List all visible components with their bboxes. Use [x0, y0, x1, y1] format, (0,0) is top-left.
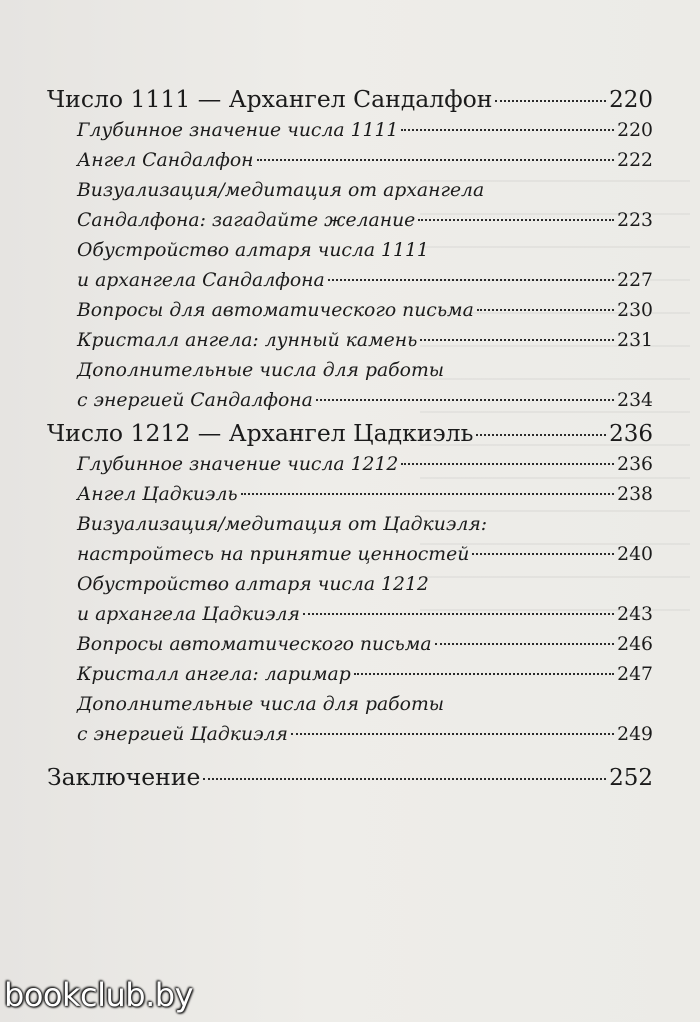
subentry-title: Вопросы для автоматического письма [77, 300, 474, 321]
site-watermark: bookclub.by [4, 976, 193, 1014]
page-number: 236 [617, 454, 653, 475]
toc-subentry [47, 326, 653, 356]
toc-subentry [47, 540, 653, 570]
toc-subentry-line1 [47, 690, 653, 720]
toc-subentry [47, 480, 653, 510]
subentry-title: Вопросы автоматического письма [77, 634, 432, 655]
page-number: 236 [609, 421, 653, 447]
page-number: 230 [617, 300, 653, 321]
page-number: 220 [617, 120, 653, 141]
toc-subentry [47, 206, 653, 236]
toc-subentry-line1 [47, 510, 653, 540]
page-number: 252 [609, 765, 653, 791]
page-number: 220 [609, 87, 653, 113]
subentry-title: Глубинное значение числа 1212 [77, 454, 399, 475]
page-number: 247 [617, 664, 653, 685]
subentry-title: Сандалфона: загадайте желание [77, 210, 416, 231]
subentry-title: Кристалл ангела: лунный камень [77, 330, 418, 351]
toc-subentry [47, 296, 653, 326]
page-number: 238 [617, 484, 653, 505]
toc-subentry [47, 450, 653, 480]
page-number: 222 [617, 150, 653, 171]
toc-subentry-line1 [47, 570, 653, 600]
subentry-title: Ангел Сандалфон [77, 150, 254, 171]
dot-leader [401, 129, 614, 131]
toc-subentry-line1 [47, 356, 653, 386]
chapter-title: Число 1212 — Архангел Цадкиэль [47, 419, 474, 447]
subentry-title: Кристалл ангела: ларимар [77, 664, 351, 685]
subentry-title: с энергией Сандалфона [77, 390, 313, 411]
page-number: 234 [617, 390, 653, 411]
subentry-title-line1: Визуализация/медитация от архангела [77, 180, 485, 201]
chapter-title: Число 1111 — Архангел Сандалфон [47, 85, 493, 113]
dot-leader [418, 219, 614, 221]
dot-leader [241, 493, 615, 495]
page-number: 231 [617, 330, 653, 351]
dot-leader [476, 434, 606, 436]
chapter-title: Заключение [47, 763, 201, 791]
subentry-title: и архангела Цадкиэля [77, 604, 300, 625]
subentry-title: и архангела Сандалфона [77, 270, 325, 291]
toc-subentry-line1 [47, 236, 653, 266]
subentry-title-line1: Дополнительные числа для работы [77, 694, 445, 715]
subentry-title: настройтесь на принятие ценностей [77, 544, 470, 565]
subentry-title: Глубинное значение числа 1111 [77, 120, 399, 141]
table-of-contents [47, 82, 653, 794]
toc-subentry [47, 660, 653, 690]
toc-subentry [47, 630, 653, 660]
toc-subentry [47, 266, 653, 296]
page-number: 223 [617, 210, 653, 231]
toc-conclusion [47, 760, 653, 794]
dot-leader [354, 673, 614, 675]
subentry-title-line1: Обустройство алтаря числа 1111 [77, 240, 429, 261]
toc-chapter-1111 [47, 82, 653, 116]
toc-subentry [47, 600, 653, 630]
dot-leader [203, 778, 606, 780]
dot-leader [495, 100, 606, 102]
dot-leader [420, 339, 614, 341]
page-number: 243 [617, 604, 653, 625]
page-number: 227 [617, 270, 653, 291]
dot-leader [472, 553, 614, 555]
dot-leader [435, 643, 615, 645]
toc-subentry [47, 116, 653, 146]
dot-leader [291, 733, 614, 735]
subentry-title-line1: Обустройство алтаря числа 1212 [77, 574, 429, 595]
toc-subentry-line1 [47, 176, 653, 206]
dot-leader [328, 279, 614, 281]
page-number: 246 [617, 634, 653, 655]
dot-leader [257, 159, 615, 161]
subentry-title: Ангел Цадкиэль [77, 484, 238, 505]
toc-chapter-1212 [47, 416, 653, 450]
subentry-title-line1: Визуализация/медитация от Цадкиэля: [77, 514, 488, 535]
page-number: 249 [617, 724, 653, 745]
toc-subentry [47, 720, 653, 750]
subentry-title: с энергией Цадкиэля [77, 724, 288, 745]
dot-leader [401, 463, 614, 465]
dot-leader [303, 613, 614, 615]
page-number: 240 [617, 544, 653, 565]
toc-subentry [47, 386, 653, 416]
dot-leader [316, 399, 614, 401]
toc-subentry [47, 146, 653, 176]
subentry-title-line1: Дополнительные числа для работы [77, 360, 445, 381]
dot-leader [477, 309, 614, 311]
